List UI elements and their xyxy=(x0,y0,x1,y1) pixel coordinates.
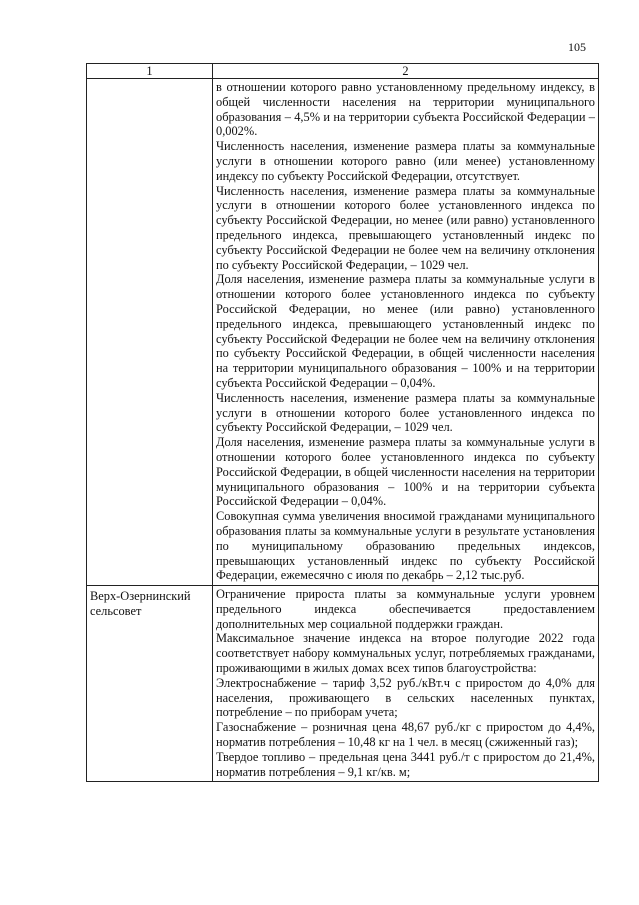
paragraph: Доля населения, изменение размера платы за коммунальные услуги в отношении которого более установленного индекса по субъекту Российской Федерации, в общей численности населения на территории муниципального образования – 100% и на территории субъекта Российской Федерации – 0,04%. xyxy=(216,435,595,509)
column-header-1: 1 xyxy=(87,64,213,79)
document-table xyxy=(86,63,599,782)
paragraph: Численность населения, изменение размера платы за коммунальные услуги в отношении которого более установленного индекса по субъекту Российской Федерации, – 1029 чел. xyxy=(216,390,595,435)
paragraph: Численность населения, изменение размера платы за коммунальные услуги в отношении которого более установленного индекса по субъекту Российской Федерации, но менее (или равно) установленного предельного индекса, превышающего установленный индекс по субъекту Российской Федерации не более чем на величину отклонения по субъекту Российской Федерации, – 1029 чел. xyxy=(216,183,595,272)
paragraph: Максимальное значение индекса на второе полугодие 2022 года соответствует набору коммунальных услуг, потребляемых гражданами, проживающими в жилых домах всех типов благоустройства: xyxy=(216,631,595,676)
description-cell xyxy=(213,586,599,782)
municipality-cell xyxy=(87,79,213,586)
paragraph: Численность населения, изменение размера платы за коммунальные услуги в отношении которого равно (или менее) установленному индексу по субъекту Российской Федерации, отсутствует. xyxy=(216,139,595,183)
column-header-2: 2 xyxy=(213,64,599,79)
paragraph: Ограничение прироста платы за коммунальные услуги уровнем предельного индекса обеспечивается предоставлением дополнительных мер социальной поддержки граждан. xyxy=(216,587,595,631)
table-row xyxy=(87,79,599,586)
paragraph: в отношении которого равно установленному предельному индексу, в общей численности населения на территории муниципального образования – 4,5% и на территории субъекта Российской Федерации – 0,002%. xyxy=(216,80,595,139)
page-number: 105 xyxy=(568,40,586,54)
paragraph: Доля населения, изменение размера платы за коммунальные услуги в отношении которого более установленного индекса по субъекту Российской Федерации, но менее (или равно) установленного предельного индекса, превышающего установленный индекс по субъекту Российской Федерации не более чем на величину отклонения по субъекту Российской Федерации, в общей численности населения на территории муниципального образования – 100% и на территории субъекта Российской Федерации – 0,04%. xyxy=(216,272,595,390)
paragraph: Газоснабжение – розничная цена 48,67 руб./кг с приростом до 4,4%, норматив потребления – 10,48 кг на 1 чел. в месяц (сжиженный газ); xyxy=(216,720,595,750)
description-cell xyxy=(213,79,599,586)
municipality-cell: Верх-Озернинский сельсовет xyxy=(87,586,213,782)
table-row xyxy=(87,586,599,782)
table-header-row xyxy=(87,64,599,79)
paragraph: Совокупная сумма увеличения вносимой гражданами муниципального образования платы за коммунальные услуги в результате установления по муниципальному образованию предельных индексов, превышающих установленный индекс по субъекту Российской Федерации, ежемесячно с июля по декабрь – 2,12 тыс.руб. xyxy=(216,509,595,583)
paragraph: Твердое топливо – предельная цена 3441 руб./т с приростом до 21,4%, норматив потребления – 9,1 кг/кв. м; xyxy=(216,749,595,779)
paragraph: Электроснабжение – тариф 3,52 руб./кВт.ч с приростом до 4,0% для населения, проживающего в сельских населенных пунктах, потребление – по приборам учета; xyxy=(216,675,595,720)
